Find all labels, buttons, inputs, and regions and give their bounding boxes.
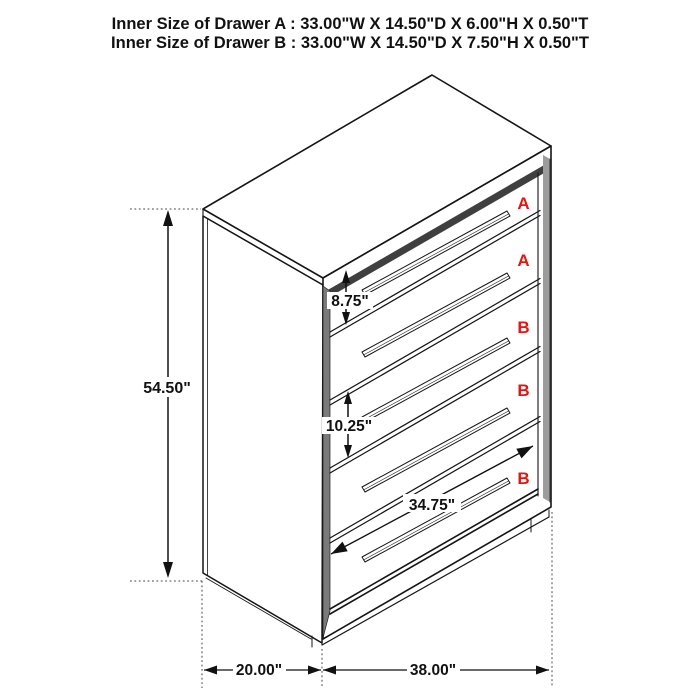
dimension-width-label: 38.00" xyxy=(409,662,457,679)
arrowhead-down xyxy=(163,562,173,578)
drawer-label-a2: A xyxy=(517,251,530,270)
chest-side-panel xyxy=(203,216,323,643)
front-left-stile xyxy=(323,286,330,638)
arrowhead-right xyxy=(536,666,549,675)
dimension-drawer-b-label: 10.25" xyxy=(325,418,373,435)
drawer-label-a1: A xyxy=(517,194,530,213)
dimension-depth-label: 20.00" xyxy=(235,662,283,679)
chest-drawing xyxy=(203,75,551,647)
arrowhead-right xyxy=(308,666,321,675)
dimension-width xyxy=(323,660,549,679)
dimension-depth xyxy=(204,660,321,679)
title-line-1: Inner Size of Drawer A : 33.00"W X 14.50"D X 6.00"H X 0.50"T xyxy=(111,15,589,33)
dimension-height-label: 54.50" xyxy=(143,380,191,397)
right-side-sliver xyxy=(543,155,550,502)
dimension-drawer-a-label: 8.75" xyxy=(331,293,369,310)
drawer-label-b2: B xyxy=(517,381,530,400)
dimension-front-width-label: 34.75" xyxy=(408,497,456,514)
arrowhead-left xyxy=(323,666,336,675)
title-line-2: Inner Size of Drawer B : 33.00"W X 14.50"D X 7.50"H X 0.50"T xyxy=(111,34,589,52)
drawer-label-b1: B xyxy=(517,318,530,337)
arrowhead-left xyxy=(204,666,217,675)
arrowhead-up xyxy=(163,210,173,226)
dimension-height xyxy=(139,210,195,578)
drawer-label-b3: B xyxy=(517,469,530,488)
